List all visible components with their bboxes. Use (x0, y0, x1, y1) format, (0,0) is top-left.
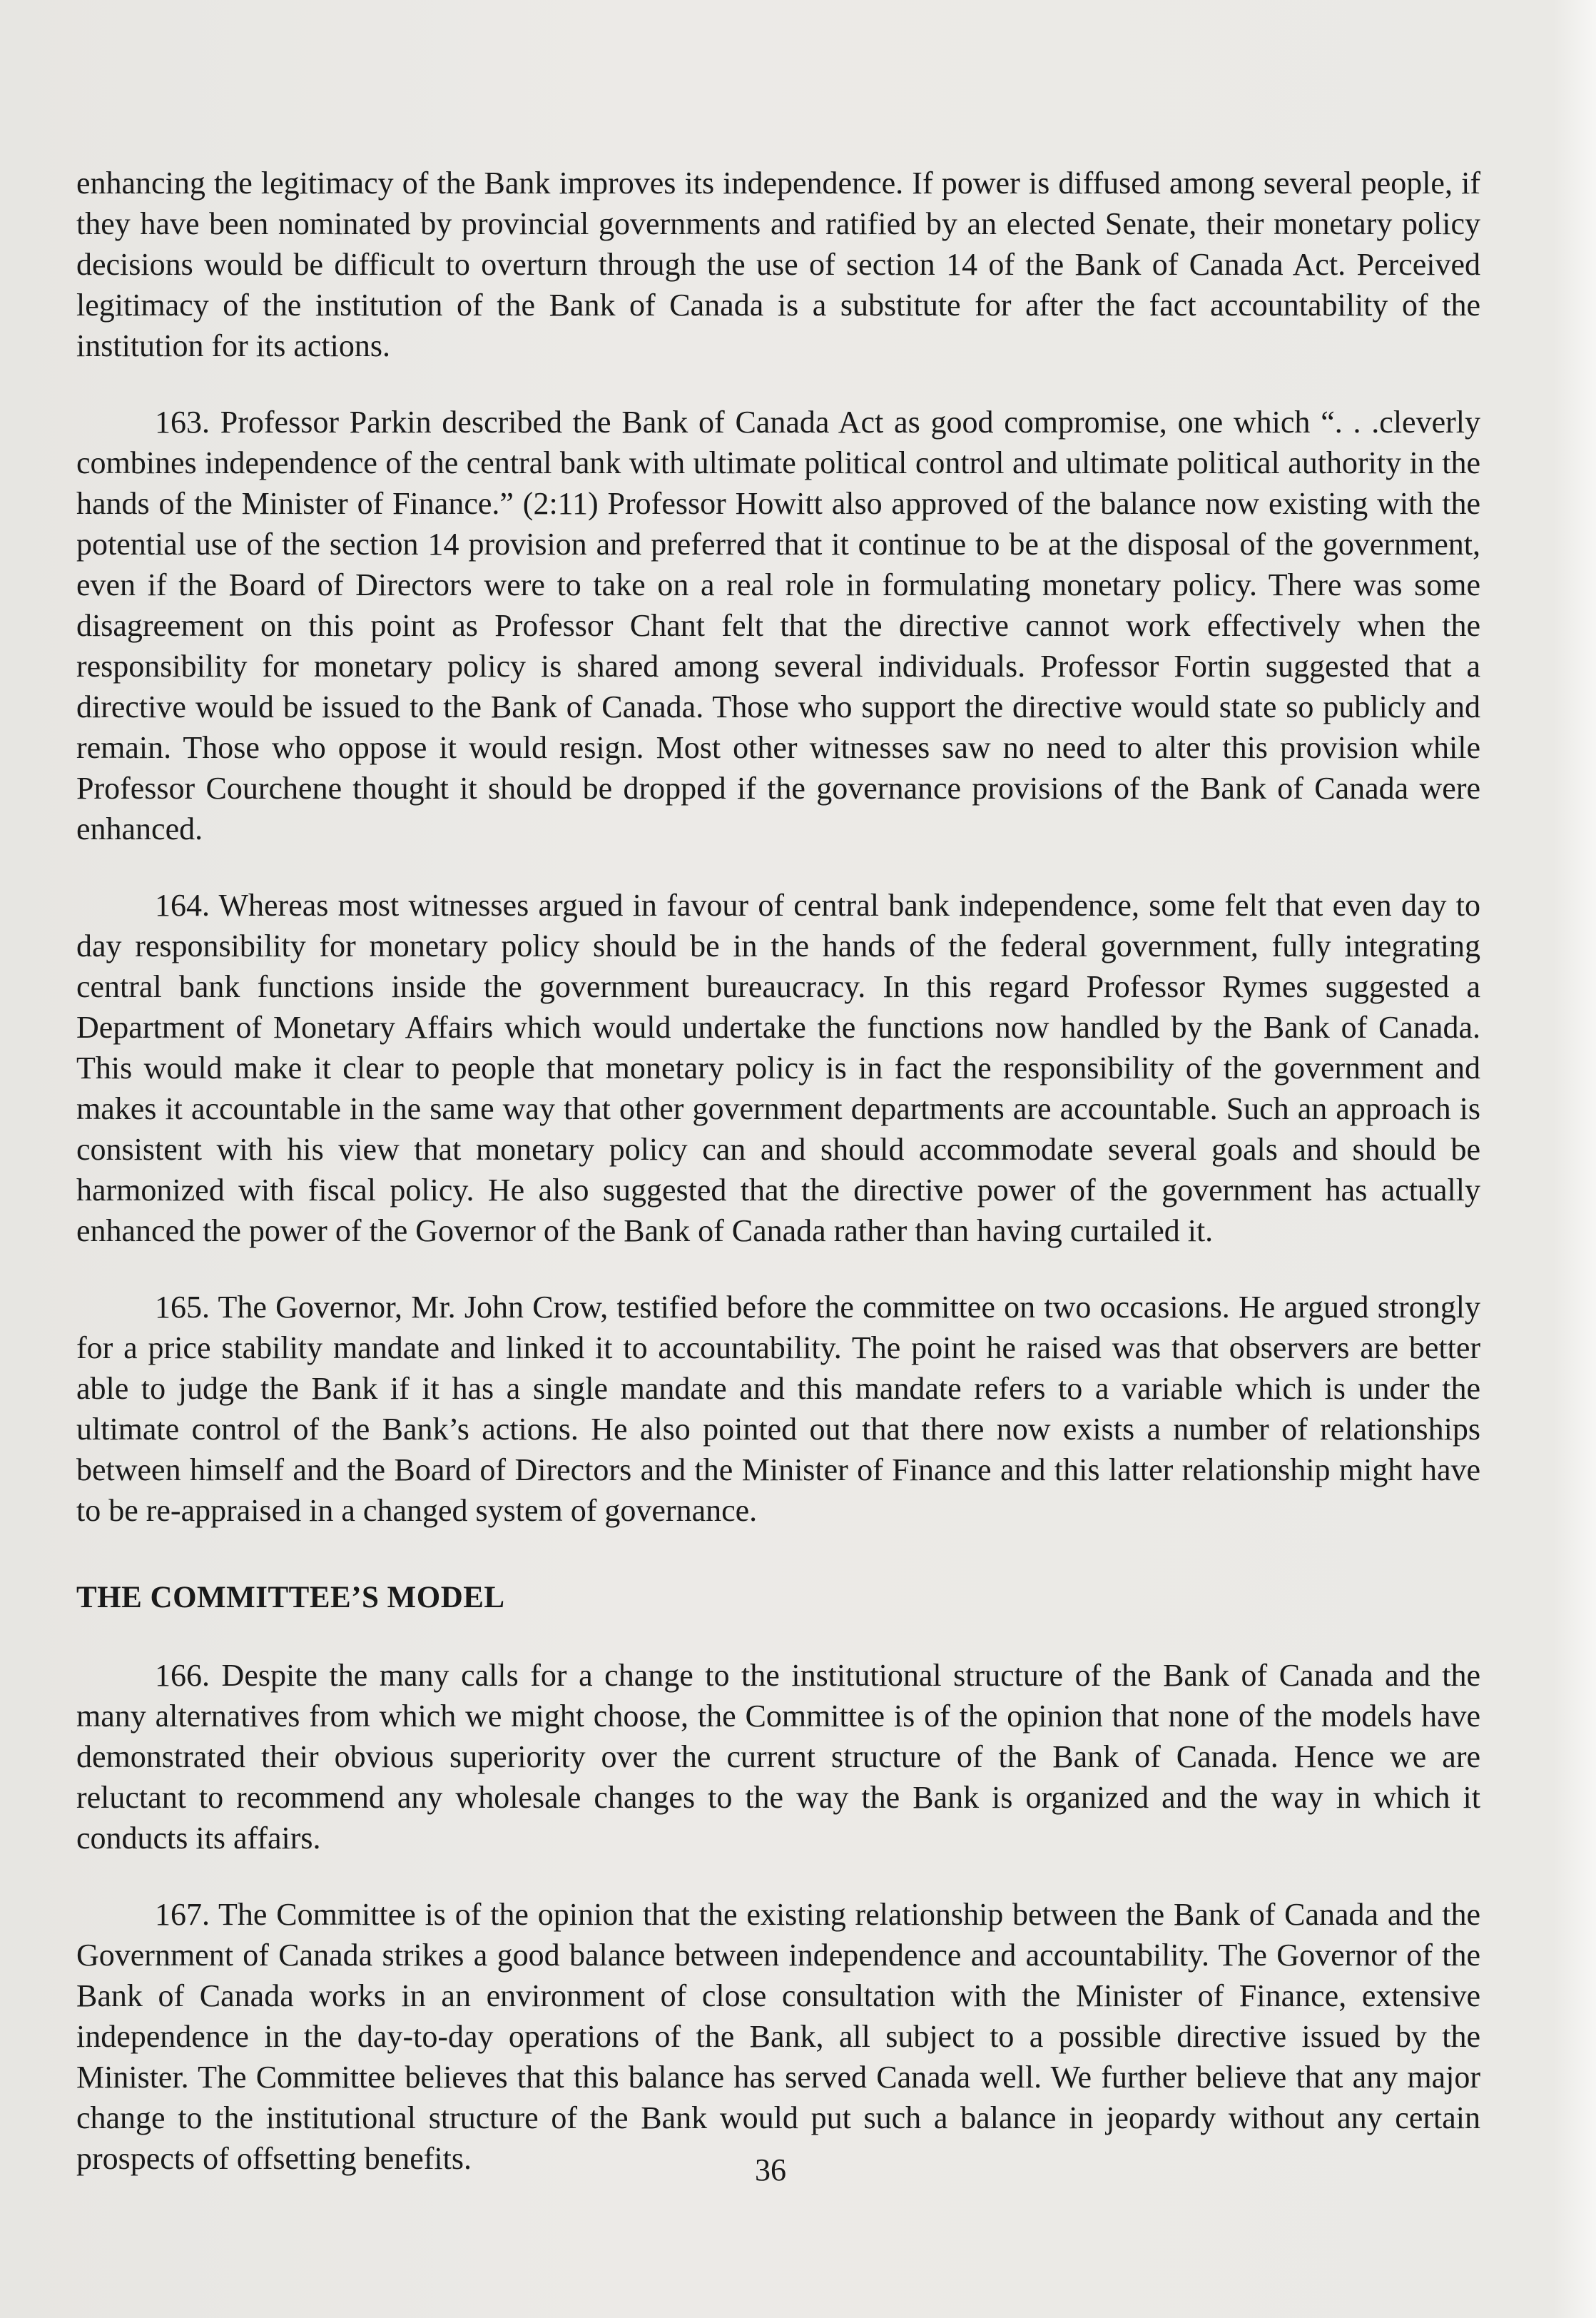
body-text-top (76, 163, 1480, 1531)
body-text-bottom (76, 1655, 1480, 2179)
section-heading: THE COMMITTEE’S MODEL (76, 1581, 505, 1614)
paragraph-165: 165. The Governor, Mr. John Crow, testified before the committee on two occasions. He argued strongly for a price stability mandate and linked it to accountability. The point he raised was that observers are better able to judge the Bank if it has a single mandate and this mandate refers to a variable which is under the ultimate control of the Bank’s actions. He also pointed out that there now exists a number of relationships between himself and the Board of Directors and the Minister of Finance and this latter relationship might have to be re-appraised in a changed system of governance. (76, 1290, 1480, 1528)
page-number: 36 (755, 2152, 786, 2187)
paragraph-166: 166. Despite the many calls for a change to the institutional structure of the Bank of Canada and the many alternatives from which we might choose, the Committee is of the opinion that none of the models have demonstrated their obvious superiority over the current structure of the Bank of Canada. Hence we are reluctant to recommend any wholesale changes to the way the Bank is organized and the way in which it conducts its affairs. (76, 1658, 1480, 1856)
page-edge-shadow (1553, 0, 1596, 2318)
paragraph-167: 167. The Committee is of the opinion that the existing relationship between the Bank of Canada and the Government of Canada strikes a good balance between independence and accountability. The Governor of the Bank of Canada works in an environment of close consultation with the Minister of Finance, extensive independence in the day-to-day operations of the Bank, all subject to a possible directive issued by the Minister. The Committee believes that this balance has served Canada well. We further believe that any major change to the institutional structure of the Bank would put such a balance in jeopardy without any certain prospects of offsetting benefits. (76, 1897, 1480, 2176)
paragraph-163: 163. Professor Parkin described the Bank of Canada Act as good compromise, one which “. . .cleverly combines independence of the central bank with ultimate political control and ultimate political authority in the hands of the Minister of Finance.” (2:11) Professor Howitt also approved of the balance now existing with the potential use of the section 14 provision and preferred that it continue to be at the disposal of the government, even if the Board of Directors were to take on a real role in formulating monetary policy. There was some disagreement on this point as Professor Chant felt that the directive cannot work effectively when the responsibility for monetary policy is shared among several individuals. Professor Fortin suggested that a directive would be issued to the Bank of Canada. Those who support the directive would state so publicly and remain. Those who oppose it would resign. Most other witnesses saw no need to alter this provision while Professor Courchene thought it should be dropped if the governance provisions of the Bank of Canada were enhanced. (76, 405, 1480, 846)
paragraph-164: 164. Whereas most witnesses argued in favour of central bank independence, some felt that even day to day responsibility for monetary policy should be in the hands of the federal government, fully integrating central bank functions inside the government bureaucracy. In this regard Professor Rymes suggested a Department of Monetary Affairs which would undertake the functions now handled by the Bank of Canada. This would make it clear to people that monetary policy is in fact the responsibility of the government and makes it accountable in the same way that other government departments are accountable. Such an approach is consistent with his view that monetary policy can and should accommodate several goals and should be harmonized with fiscal policy. He also suggested that the directive power of the government has actually enhanced the power of the Governor of the Bank of Canada rather than having curtailed it. (76, 888, 1480, 1248)
paragraph-continuation: enhancing the legitimacy of the Bank improves its independence. If power is diffused among several people, if they have been nominated by provincial governments and ratified by an elected Senate, their monetary policy decisions would be difficult to overturn through the use of section 14 of the Bank of Canada Act. Perceived legitimacy of the institution of the Bank of Canada is a substitute for after the fact accountability of the institution for its actions. (76, 166, 1480, 363)
